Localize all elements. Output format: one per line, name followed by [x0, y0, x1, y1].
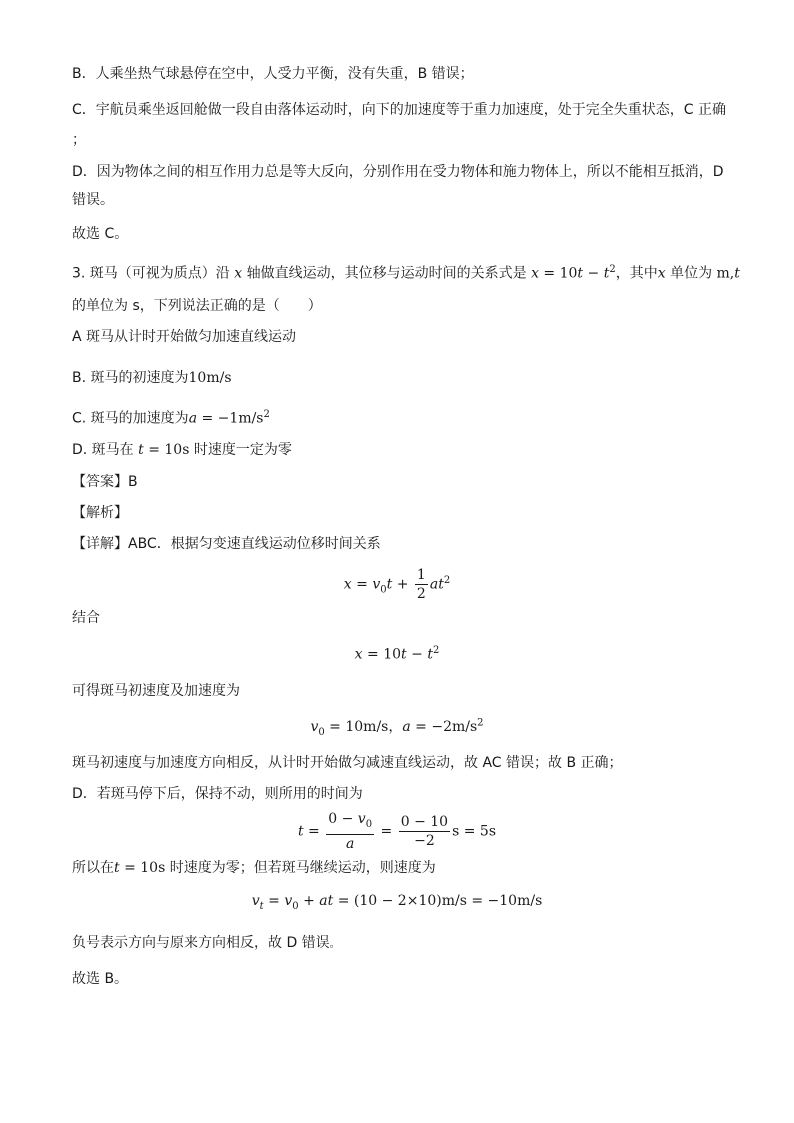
formula-stop-time: t = $\frac{0 - v_0}{a}$ = $\frac{0 - 10}{-2}$ s = 5s	[297, 811, 497, 852]
option-b: B. 斑马的初速度为10m/s	[72, 370, 232, 386]
so-line: 所以在t = 10s 时速度为零；但若斑马继续运动，则速度为	[72, 860, 436, 876]
formula-velocity: $v_t = v_0$ + at = (10 − 2×10)m/s = −10m/s	[251, 893, 543, 912]
answer-choice-c: 故选 C。	[72, 226, 129, 242]
option-d-explanation-line1: D．因为物体之间的相互作用力总是等大反向，分别作用在受力物体和施力物体上，所以不能相互抵消，D	[72, 164, 724, 180]
question-3-stem: 3. 斑马（可视为质点）沿 x 轴做直线运动，其位移与运动时间的关系式是 $x = 10t - t^2$，其中x 单位为 m,t	[72, 264, 740, 282]
combine-label: 结合	[72, 610, 100, 626]
option-d-analysis: D．若斑马停下后，保持不动，则所用的时间为	[72, 786, 363, 802]
option-d: D. 斑马在 t = 10s 时速度一定为零	[72, 442, 292, 458]
answer-tag: 【答案】	[72, 474, 128, 490]
formula-results: $v_0 = 10m/s$，$a = -2m/s^2$	[310, 717, 484, 738]
option-c-explanation-tail: ；	[72, 132, 86, 148]
option-d-explanation-line2: 错误。	[72, 192, 114, 208]
answer-value: B	[128, 474, 138, 490]
option-b-explanation: B．人乘坐热气球悬停在空中，人受力平衡，没有失重，B 错误；	[72, 66, 474, 82]
detail-line: 【详解】ABC．根据匀变速直线运动位移时间关系	[72, 536, 381, 552]
detail-tag: 【详解】	[72, 536, 128, 552]
question-3-stem-line2: 的单位为 s，下列说法正确的是（ ）	[72, 298, 322, 314]
option-c: C. 斑马的加速度为$a = -1m/s^2$	[72, 409, 270, 427]
option-a: A 斑马从计时开始做匀加速直线运动	[72, 329, 297, 345]
obtain-label: 可得斑马初速度及加速度为	[72, 683, 240, 699]
formula-kinematics: $x = v_0t$ + $\frac{1}{2}$ $at^2$	[343, 567, 451, 602]
analysis-tag: 【解析】	[72, 505, 128, 521]
option-c-explanation: C．宇航员乘坐返回舱做一段自由落体运动时，向下的加速度等于重力加速度，处于完全失重状态，C 正确	[72, 102, 726, 118]
negative-sign-explanation: 负号表示方向与原来方向相反，故 D 错误。	[72, 935, 340, 951]
answer-choice-b: 故选 B。	[72, 971, 129, 987]
answer-line	[72, 472, 138, 492]
formula-given: $x = 10t - t^2$	[354, 645, 440, 663]
conclusion-abc: 斑马初速度与加速度方向相反，从计时开始做匀减速直线运动，故 AC 错误；故 B 正确；	[72, 755, 623, 771]
